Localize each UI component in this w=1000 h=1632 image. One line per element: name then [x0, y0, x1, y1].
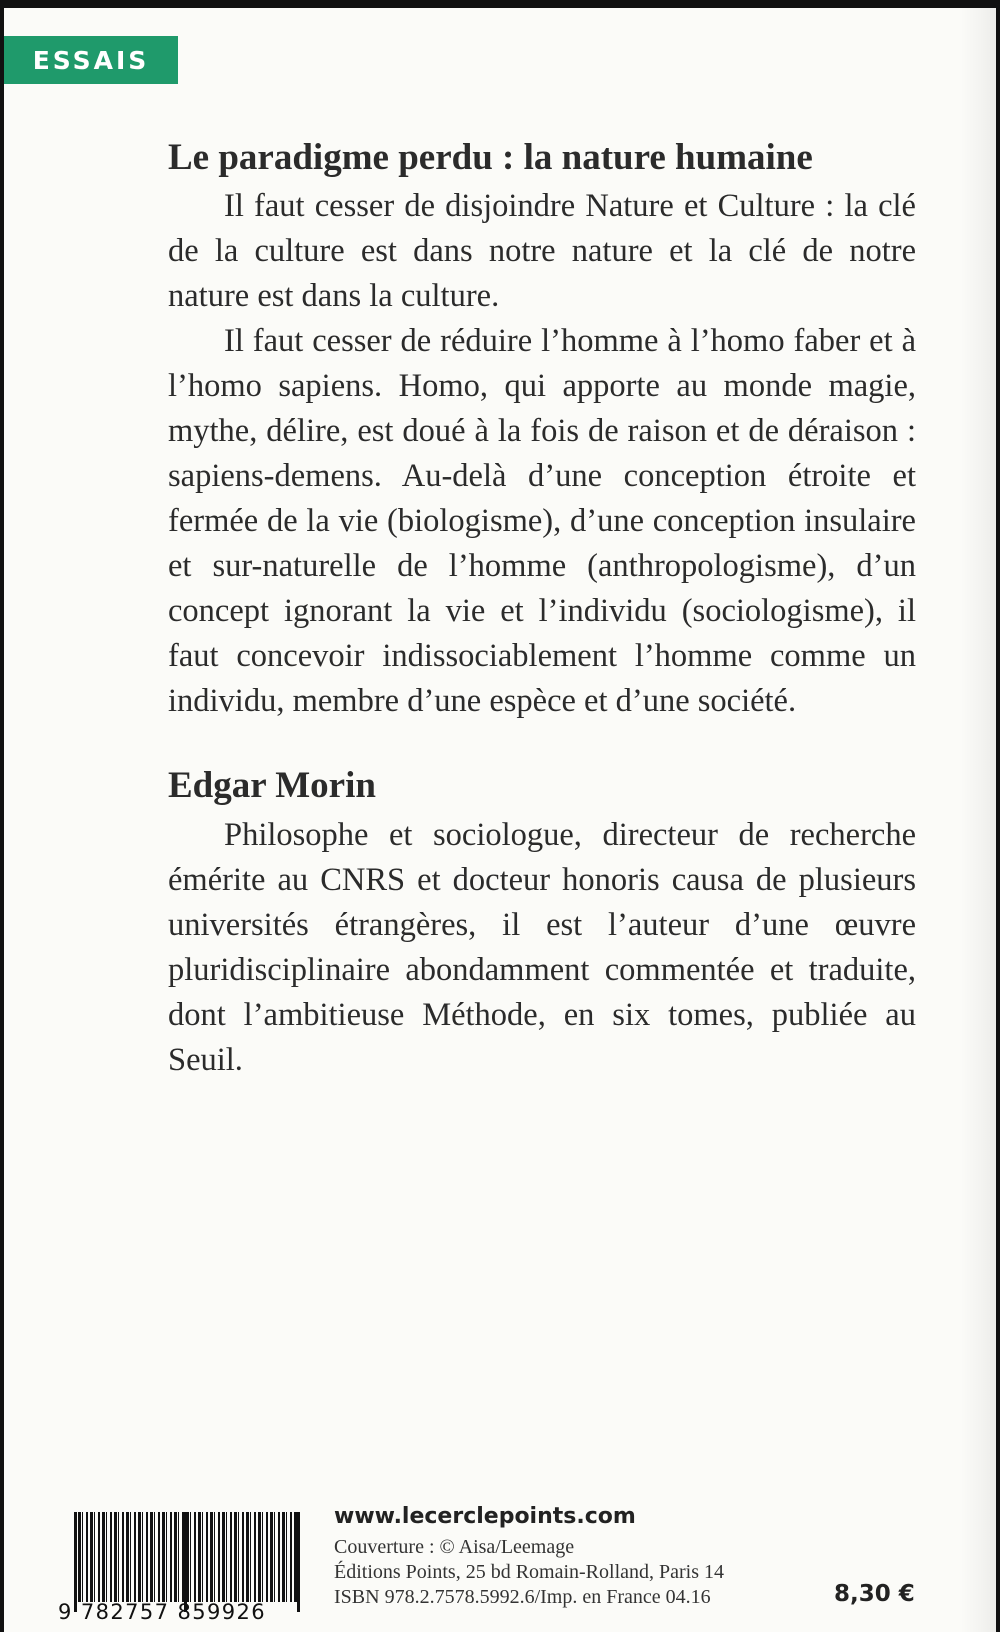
book-title: Le paradigme perdu : la nature humaine	[168, 137, 813, 178]
publisher-address: Éditions Points, 25 bd Romain-Rolland, Paris 14	[334, 1561, 725, 1583]
blurb	[168, 136, 916, 1083]
book-back-cover	[4, 8, 996, 1632]
collection-tag: ESSAIS	[4, 36, 178, 84]
cover-edge-shadow	[960, 8, 996, 1632]
publisher-info	[334, 1504, 774, 1610]
isbn-line: ISBN 978.2.7578.5992.6/Imp. en France 04.16	[334, 1586, 711, 1608]
blurb-paragraph-2: Il faut cesser de réduire l’homme à l’homo faber et à l’homo sapiens. Homo, qui apporte au monde magie, mythe, délire, est doué à la fois de raison et de déraison : sapiens-demens. Au-delà d’une conception étroite et fermée de la vie (biologisme), d’une conception insulaire et sur-naturelle de l’homme (anthropologisme), d’un concept ignorant la vie et l’individu (sociologisme), il faut concevoir indissociablement l’homme comme un individu, membre d’une espèce et d’une société.	[168, 323, 916, 720]
cover-credit: Couverture : © Aisa/Leemage	[334, 1536, 575, 1558]
barcode	[58, 1512, 310, 1622]
barcode-guard-left	[74, 1512, 77, 1612]
publisher-website: www.lecerclepoints.com	[334, 1504, 636, 1529]
price: 8,30 €	[834, 1581, 915, 1607]
barcode-guard-right	[297, 1512, 300, 1612]
barcode-guard-center	[184, 1512, 187, 1612]
blurb-paragraph-1: Il faut cesser de disjoindre Nature et Culture : la clé de la culture est dans notre nature et la clé de notre nature est dans la culture.	[168, 188, 916, 315]
barcode-number: 9 782757 859926	[58, 1600, 267, 1624]
author-bio: Philosophe et sociologue, directeur de recherche émérite au CNRS et docteur honoris causa de plusieurs universités étrangères, il est l’auteur d’une œuvre pluridisciplinaire abondamment commentée et traduite, dont l’ambitieuse Méthode, en six tomes, publiée au Seuil.	[168, 816, 916, 1078]
author-name: Edgar Morin	[168, 765, 376, 807]
barcode-bars	[74, 1512, 300, 1602]
